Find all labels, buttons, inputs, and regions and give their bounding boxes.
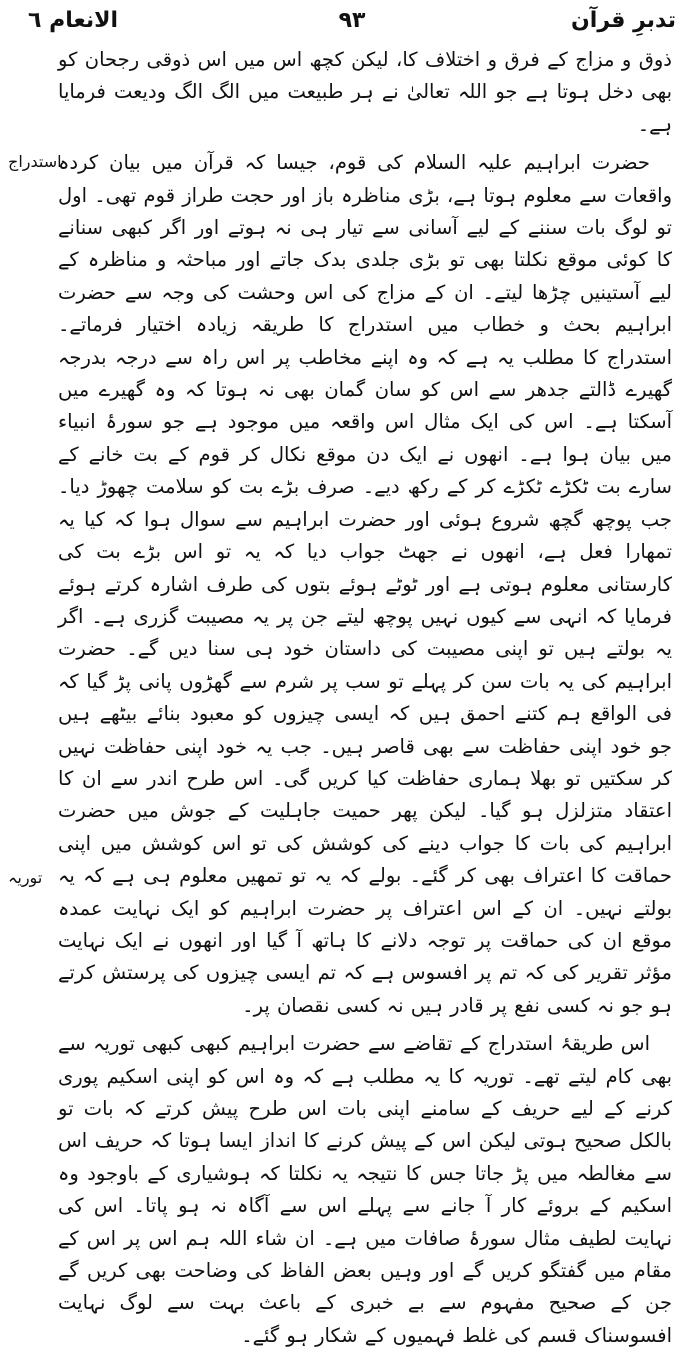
surah-name: الانعام ٦	[28, 8, 119, 33]
paragraph-3: اس طریقۂ استدراج کے تقاضے سے حضرت ابراہیم کبھی کبھی توریہ سے بھی کام لیتے تھے۔ توریہ کا یہ مطلب ہے کہ وہ اس کو اپنی اسکیم پوری کرنے کے لیے حریف کے سامنے اپنی بات اس طرح پیش کرتے کہ بات تو بالکل صحیح ہوتی لیکن اس کے پیش کرنے کا انداز ایسا ہوتا کہ حریف اس سے مغالطہ میں پڑ جاتا جس کا نتیجہ یہ نکلتا کہ ہوشیاری کے باوجود وہ اسکیم کے بروئے کار آ جانے سے پہلے اس سے آگاہ نہ ہو پاتا۔ اس کی نہایت لطیف مثال سورۂ صافات میں ہے۔ ان شاء اللہ ہم اس پر اس کے مقام میں گفتگو کریں گے اور وہیں بعض الفاظ کی وضاحت بھی کریں گے جن کے صحیح مفہوم سے بے خبری کے باعث بہت سے لوگ نہایت افسوسناک قسم کی غلط فہمیوں کے شکار ہو گئے۔	[58, 1032, 672, 1347]
paragraph-2: حضرت ابراہیم علیہ السلام کی قوم، جیسا کہ قرآن میں بیان کردہ واقعات سے معلوم ہوتا ہے، بڑی مناظرہ باز اور حجت طراز قوم تھی۔ اول تو لوگ بات سننے کے لیے آسانی سے تیار ہی نہ ہوتے اور اگر کبھی سنانے کا کوئی موقع نکلتا بھی تو بڑی جلدی بدک جاتے اور مباحثہ و مناظرہ کے لیے آستینیں چڑھا لیتے۔ ان کے مزاج کی اس وحشت کی وجہ سے حضرت ابراہیم بحث و خطاب میں استدراج کا طریقہ زیادہ اختیار فرماتے۔ استدراج کا مطلب یہ ہے کہ وہ اپنے مخاطب پر اس راہ سے درجہ بدرجہ گھیرے ڈالتے جدھر سے اس کو سان گمان بھی نہ ہوتا کہ وہ گھیرے میں آسکتا ہے۔ اس کی ایک مثال اس واقعہ میں موجود ہے جو سورۂ انبیاء میں بیان ہوا ہے۔ انھوں نے ایک دن موقع نکال کر قوم کے بت خانے کے سارے بت ٹکڑے ٹکڑے کر کے رکھ دیے۔ صرف بڑے بت کو سلامت چھوڑ دیا۔ جب پوچھ گچھ شروع ہوئی اور حضرت ابراہیم سے سوال ہوا کہ کیا یہ تمھارا فعل ہے، انھوں نے جھٹ جواب دیا کہ یہ تو اس بڑے بت کی کارستانی معلوم ہوتی ہے اور ٹوٹے ہوئے بتوں کی طرف اشارہ کرتے ہوئے فرمایا کہ انہی سے کیوں نہیں پوچھ لیتے جن پر یہ مصیبت گزری ہے۔ اگر یہ بولتے ہیں تو اپنی مصیبت کی داستان خود ہی سنا دیں گے۔ حضرت ابراہیم کی یہ بات سن کر پہلے تو سب پر شرم سے گھڑوں پانی پڑ گیا کہ فی الواقع ہم کتنے احمق ہیں کہ ایسی چیزوں کو معبود بنائے بیٹھے ہیں جو خود اپنی حفاظت سے بھی قاصر ہیں۔ جب یہ خود اپنی حفاظت نہیں کر سکتیں تو بھلا ہماری حفاظت کیا کریں گی۔ اس طرح اندر سے ان کا اعتقاد متزلزل ہو گیا۔ لیکن پھر حمیت جاہلیت کے جوش میں حضرت ابراہیم کی بات کا جواب دینے کی کوشش کی تو اس کوشش میں اپنی حماقت کا اعتراف بھی کر گئے۔ بولے کہ یہ تو تمھیں معلوم ہی ہے کہ یہ بولتے نہیں۔ ان کے اس اعتراف پر حضرت ابراہیم کو ایک نہایت عمدہ موقع ان کی حماقت پر توجہ دلانے کا ہاتھ آ گیا اور انھوں نے ایک نہایت مؤثر تقریر کی کہ تم پر افسوس ہے کہ تم ایسی چیزوں کی پرستش کرتے ہو جو نہ کسی نفع پر قادر ہیں نہ کسی نقصان پر۔	[58, 151, 672, 1017]
book-title: تدبرِ قرآن	[571, 8, 676, 33]
page-header	[28, 6, 676, 42]
paragraph-1: ذوق و مزاج کے فرق و اختلاف کا، لیکن کچھ اس میں اس ذوقی رجحان کو بھی دخل ہوتا ہے جو اللہ تعالیٰ نے ہر طبیعت میں الگ الگ ودیعت فرمایا ہے۔	[58, 48, 672, 136]
margin-note-tauriya: توریہ	[8, 868, 43, 887]
margin-note-istidraj: استدراج	[8, 152, 62, 171]
body-text	[58, 44, 672, 1352]
page-number: ۹۳	[338, 8, 366, 33]
